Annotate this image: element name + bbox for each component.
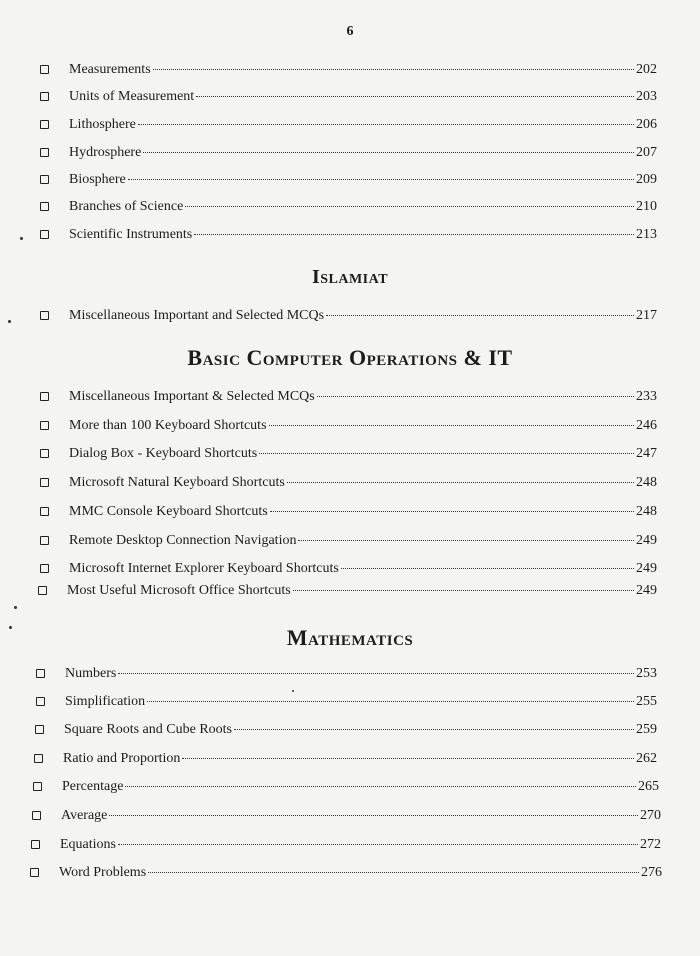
checkbox-icon [31,840,40,849]
entry-title: Square Roots and Cube Roots [64,722,232,737]
toc-entry[interactable] [30,865,662,881]
dot-leader [326,315,634,316]
entry-page: 246 [636,418,657,433]
entry-page: 265 [638,779,659,794]
entry-title: Percentage [62,779,124,794]
checkbox-icon [38,586,47,595]
toc-entry[interactable] [40,418,657,434]
entry-page: 270 [640,808,661,823]
toc-entry[interactable] [34,751,657,767]
dot-leader [194,234,634,235]
checkbox-icon [40,392,49,401]
print-speck [20,237,23,240]
checkbox-icon [33,782,42,791]
toc-entry[interactable] [36,666,657,682]
entry-title: Lithosphere [69,117,136,132]
entry-title: Dialog Box - Keyboard Shortcuts [69,446,258,461]
entry-page: 262 [636,751,657,766]
toc-entry[interactable] [40,561,657,577]
checkbox-icon [40,202,49,211]
toc-entry[interactable] [31,837,661,853]
dot-leader [317,396,634,397]
toc-entry[interactable] [40,62,657,78]
dot-leader [118,844,638,845]
toc-entry[interactable] [32,808,661,824]
checkbox-icon [40,449,49,458]
entry-page: 233 [636,389,657,404]
dot-leader [109,815,638,816]
dot-leader [147,701,634,702]
checkbox-icon [40,507,49,516]
entry-page: 217 [636,308,657,323]
dot-leader [153,69,634,70]
toc-entry[interactable] [40,308,657,324]
print-speck [292,690,294,692]
entry-page: 249 [636,561,657,576]
entry-page: 249 [636,583,657,598]
entry-title: Microsoft Internet Explorer Keyboard Shortcuts [69,561,339,576]
checkbox-icon [32,811,41,820]
dot-leader [182,758,634,759]
section-heading: Mathematics [286,625,414,650]
dot-leader [234,729,634,730]
checkbox-icon [40,65,49,74]
entry-page: 255 [636,694,657,709]
entry-title: Ratio and Proportion [63,751,181,766]
checkbox-icon [30,868,39,877]
entry-title: Microsoft Natural Keyboard Shortcuts [69,475,285,490]
entry-title: Remote Desktop Connection Navigation [69,533,297,548]
entry-page: 202 [636,62,657,77]
entry-title: Equations [60,837,116,852]
toc-entry[interactable] [40,117,657,133]
entry-title: MMC Console Keyboard Shortcuts [69,504,268,519]
checkbox-icon [40,564,49,573]
entry-title: Miscellaneous Important & Selected MCQs [69,389,315,404]
toc-entry[interactable] [40,227,657,243]
entry-page: 207 [636,145,657,160]
toc-entry[interactable] [40,504,657,520]
entry-title: Measurements [69,62,151,77]
entry-page: 248 [636,475,657,490]
section-heading: Islamiat [311,266,389,288]
entry-title: Miscellaneous Important and Selected MCQs [69,308,325,323]
checkbox-icon [40,175,49,184]
checkbox-icon [36,669,45,678]
checkbox-icon [35,725,44,734]
entry-title: Most Useful Microsoft Office Shortcuts [67,583,291,598]
toc-entry[interactable] [35,722,657,738]
print-speck [9,626,12,629]
dot-leader [138,124,634,125]
checkbox-icon [40,536,49,545]
checkbox-icon [40,148,49,157]
entry-page: 206 [636,117,657,132]
checkbox-icon [40,478,49,487]
toc-entry[interactable] [40,533,657,549]
dot-leader [148,872,639,873]
dot-leader [259,453,634,454]
checkbox-icon [40,311,49,320]
entry-title: Word Problems [59,865,147,880]
dot-leader [298,540,634,541]
checkbox-icon [40,230,49,239]
checkbox-icon [36,697,45,706]
entry-title: Scientific Instruments [69,227,193,242]
entry-page: 249 [636,533,657,548]
page-number: 6 [346,24,354,39]
print-speck [14,606,17,609]
checkbox-icon [40,92,49,101]
entry-title: Average [61,808,108,823]
section-heading: Basic Computer Operations & IT [187,345,513,370]
toc-entry[interactable] [40,446,657,462]
entry-page: 259 [636,722,657,737]
toc-entry[interactable] [38,583,657,599]
entry-title: Branches of Science [69,199,184,214]
entry-title: Biosphere [69,172,126,187]
dot-leader [125,786,636,787]
toc-entry[interactable] [40,172,657,188]
dot-leader [196,96,634,97]
dot-leader [293,590,634,591]
dot-leader [270,511,634,512]
dot-leader [118,673,634,674]
toc-entry[interactable] [40,145,657,161]
dot-leader [269,425,634,426]
checkbox-icon [34,754,43,763]
entry-page: 272 [640,837,661,852]
entry-page: 210 [636,199,657,214]
entry-title: Simplification [65,694,146,709]
entry-title: Hydrosphere [69,145,142,160]
entry-page: 203 [636,89,657,104]
entry-title: More than 100 Keyboard Shortcuts [69,418,267,433]
checkbox-icon [40,120,49,129]
toc-entry[interactable] [40,475,657,491]
entry-page: 248 [636,504,657,519]
dot-leader [143,152,634,153]
entry-page: 253 [636,666,657,681]
entry-page: 209 [636,172,657,187]
entry-page: 213 [636,227,657,242]
dot-leader [341,568,634,569]
dot-leader [128,179,634,180]
entry-title: Numbers [65,666,117,681]
checkbox-icon [40,421,49,430]
toc-entry[interactable] [40,199,657,215]
toc-entry[interactable] [36,694,657,710]
print-speck [8,320,11,323]
toc-entry[interactable] [33,779,659,795]
entry-title: Units of Measurement [69,89,195,104]
toc-entry[interactable] [40,389,657,405]
dot-leader [287,482,634,483]
toc-entry[interactable] [40,89,657,105]
dot-leader [185,206,634,207]
entry-page: 276 [641,865,662,880]
entry-page: 247 [636,446,657,461]
